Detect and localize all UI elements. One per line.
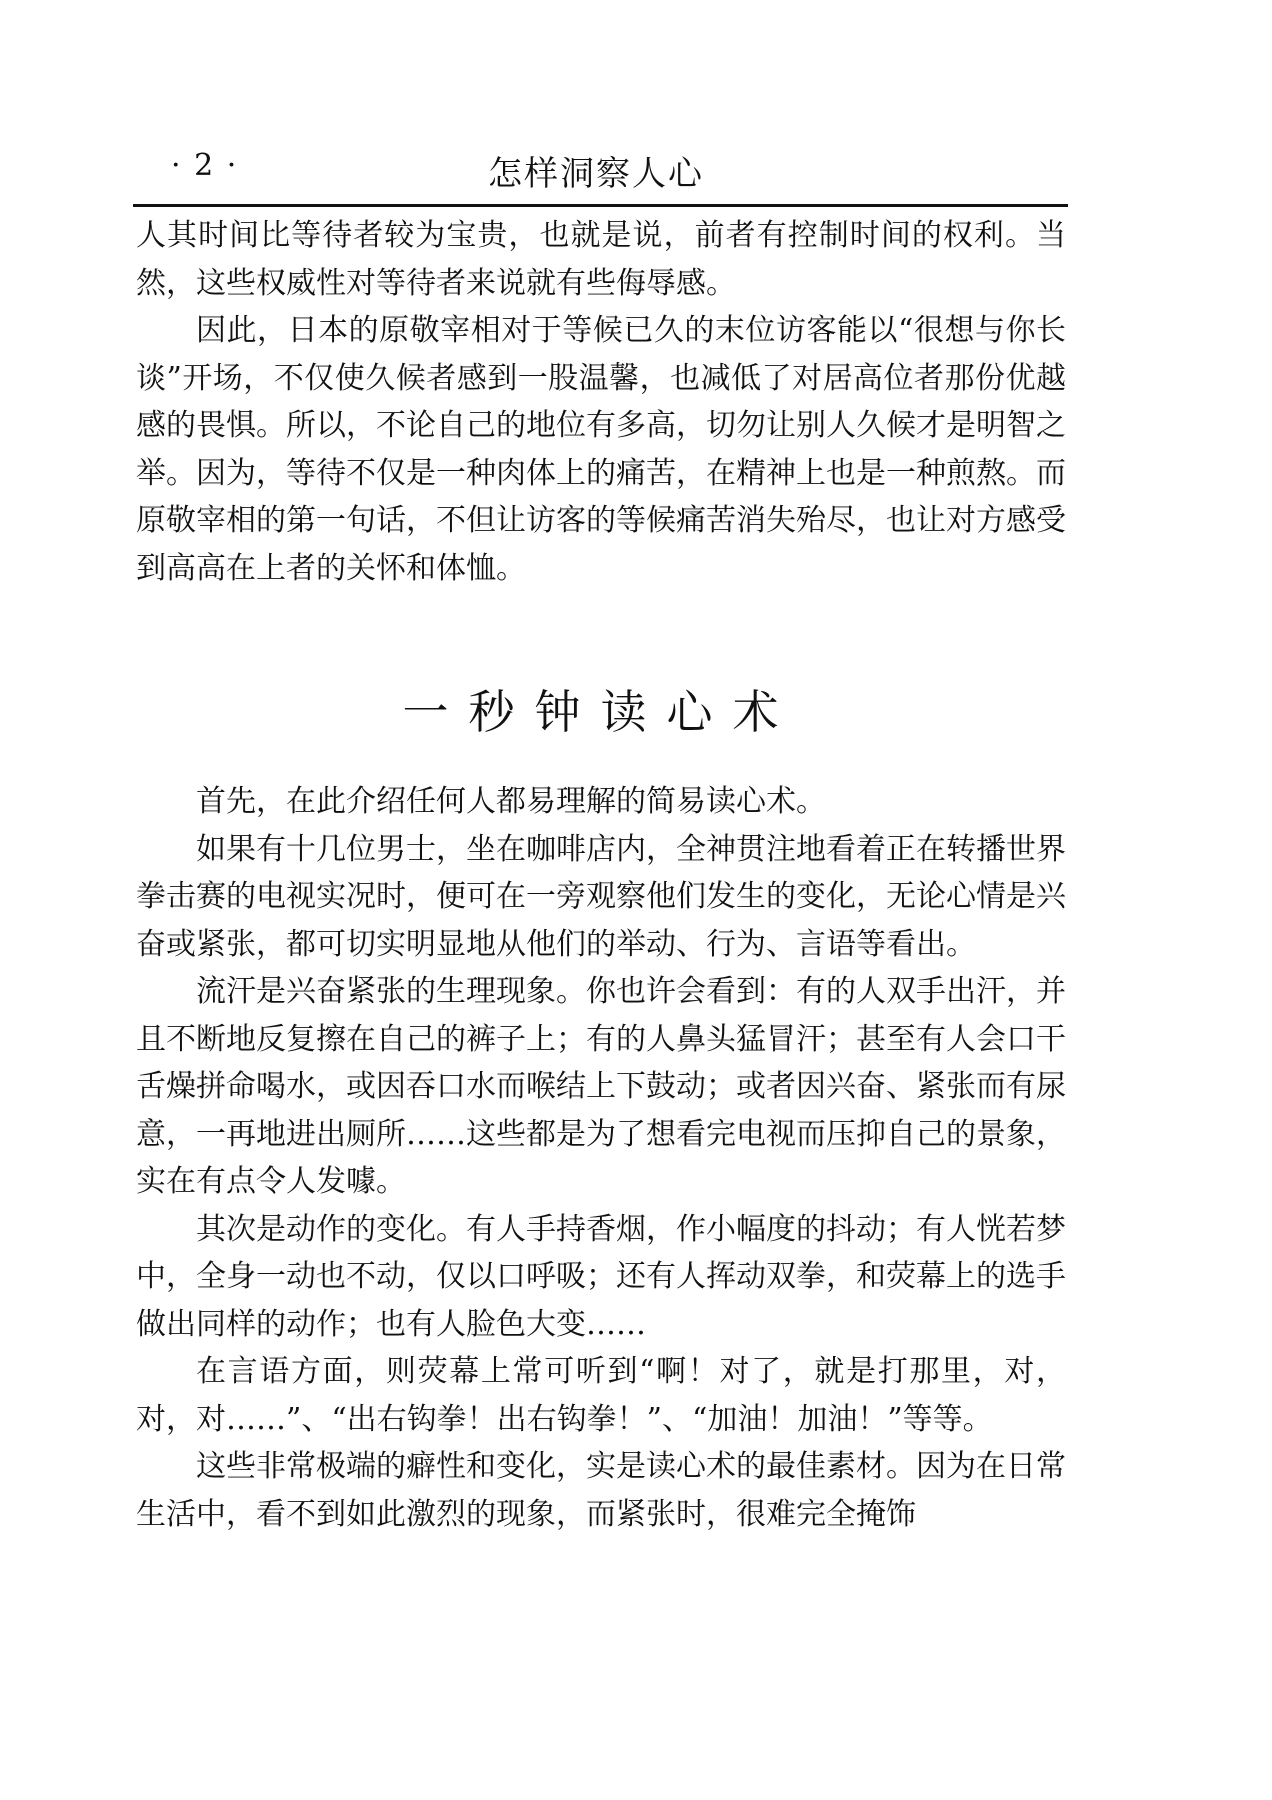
page-number: · 2 · xyxy=(171,148,239,183)
paragraph: 如果有十几位男士，坐在咖啡店内，全神贯注地看着正在转播世界拳击赛的电视实况时，便可在一旁观察他们发生的变化，无论心情是兴奋或紧张，都可切实明显地从他们的举动、行为、言语等看出。 xyxy=(136,831,1066,962)
paragraph: 流汗是兴奋紧张的生理现象。你也许会看到：有的人双手出汗，并且不断地反复擦在自己的裤子上；有的人鼻头猛冒汗；甚至有人会口干舌燥拼命喝水，或因吞口水而喉结上下鼓动；或者因兴奋、紧张而有尿意，一再地进出厕所……这些都是为了想看完电视而压抑自己的景象，实在有点令人发噱。 xyxy=(136,974,1066,1199)
paragraph: 其次是动作的变化。有人手持香烟，作小幅度的抖动；有人恍若梦中，全身一动也不动，仅以口呼吸；还有人挥动双拳，和荧幕上的选手做出同样的动作；也有人脸色大变…… xyxy=(136,1211,1066,1342)
paragraph: 人其时间比等待者较为宝贵，也就是说，前者有控制时间的权利。当然，这些权威性对等待者来说就有些侮辱感。 xyxy=(136,218,1066,301)
section-title: 一秒钟读心术 xyxy=(402,685,799,739)
paragraph: 这些非常极端的癖性和变化，实是读心术的最佳素材。因为在日常生活中，看不到如此激烈的现象，而紧张时，很难完全掩饰 xyxy=(136,1449,1066,1532)
paragraph: 因此，日本的原敬宰相对于等候已久的末位访客能以“很想与你长谈”开场，不仅使久候者感到一股温馨，也减低了对居高位者那份优越感的畏惧。所以，不论自己的地位有多高，切勿让别人久候才是明智之举。因为，等待不仅是一种肉体上的痛苦，在精神上也是一种煎熬。而原敬宰相的第一句话，不但让访客的等候痛苦消失殆尽，也让对方感受到高高在上者的关怀和体恤。 xyxy=(136,313,1066,586)
paragraph: 在言语方面，则荧幕上常可听到“啊！对了，就是打那里，对，对，对……”、“出右钩拳！出右钩拳！”、“加油！加油！”等等。 xyxy=(136,1354,1066,1437)
top-text-block xyxy=(136,212,1066,592)
paragraph: 首先，在此介绍任何人都易理解的简易读心术。 xyxy=(196,784,826,819)
page-header xyxy=(133,140,1068,200)
running-title: 怎样洞察人心 xyxy=(488,154,704,194)
header-rule xyxy=(133,204,1068,207)
section-text-block xyxy=(136,778,1066,1538)
